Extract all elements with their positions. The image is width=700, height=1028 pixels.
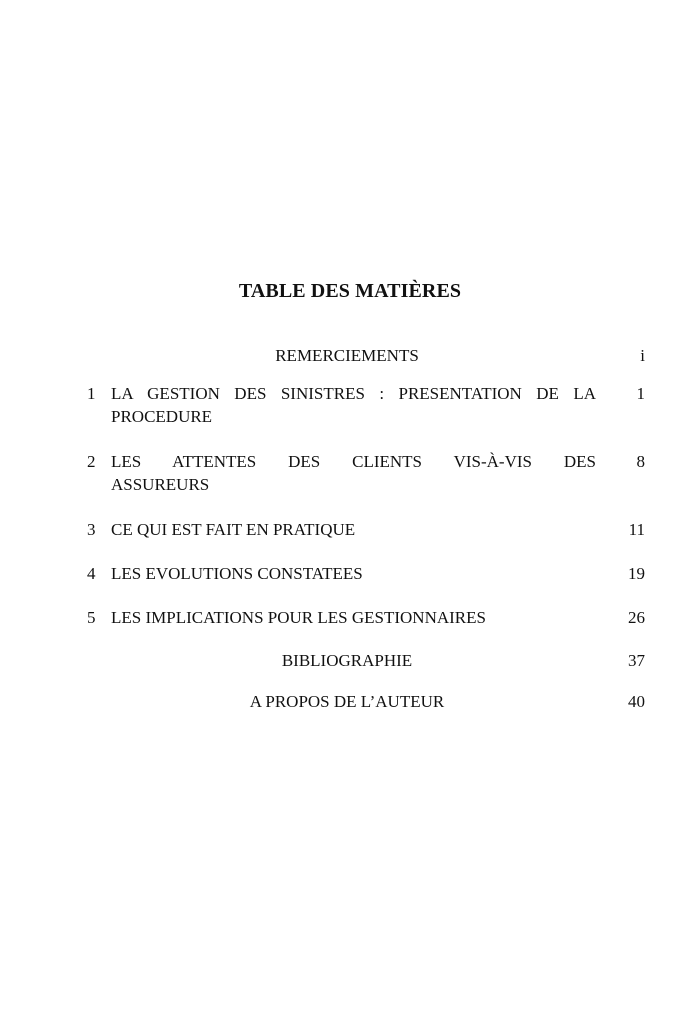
toc-entry-label bbox=[111, 382, 596, 428]
toc-entry-label: REMERCIEMENTS bbox=[275, 346, 419, 365]
toc-entry-label-line1: LES ATTENTES DES CLIENTS VIS-À-VIS DES bbox=[111, 452, 596, 471]
toc-entry-number: 5 bbox=[87, 608, 96, 627]
toc-entry-label bbox=[111, 450, 596, 496]
toc-entry-label: BIBLIOGRAPHIE bbox=[281, 651, 413, 670]
toc-entry-label: LES EVOLUTIONS CONSTATEES bbox=[111, 564, 363, 583]
toc-entry-number: 1 bbox=[87, 384, 96, 403]
toc-entry-page: 37 bbox=[628, 651, 645, 670]
toc-entry-label-line1: LA GESTION DES SINISTRES : PRESENTATION DE LA bbox=[111, 384, 596, 403]
toc-entry-page: 11 bbox=[628, 520, 645, 539]
toc-entry-number: 2 bbox=[87, 452, 96, 471]
toc-entry-page: i bbox=[640, 346, 645, 365]
toc-entry-label-line2: ASSUREURS bbox=[111, 475, 210, 494]
toc-entry-label: CE QUI EST FAIT EN PRATIQUE bbox=[111, 520, 356, 539]
toc-entry-page: 19 bbox=[628, 564, 645, 583]
toc-entry-page: 8 bbox=[636, 452, 645, 471]
toc-title: TABLE DES MATIÈRES bbox=[238, 280, 462, 302]
toc-entry-number: 3 bbox=[87, 520, 96, 539]
toc-entry-page: 40 bbox=[628, 692, 645, 711]
toc-entry-number: 4 bbox=[87, 564, 96, 583]
toc-entry-label: LES IMPLICATIONS POUR LES GESTIONNAIRES bbox=[111, 608, 486, 627]
toc-entry-label: A PROPOS DE L’AUTEUR bbox=[249, 692, 445, 711]
toc-entry-label-line2: PROCEDURE bbox=[111, 407, 213, 426]
toc-entry-page: 1 bbox=[636, 384, 645, 403]
toc-entry-page: 26 bbox=[628, 608, 645, 627]
